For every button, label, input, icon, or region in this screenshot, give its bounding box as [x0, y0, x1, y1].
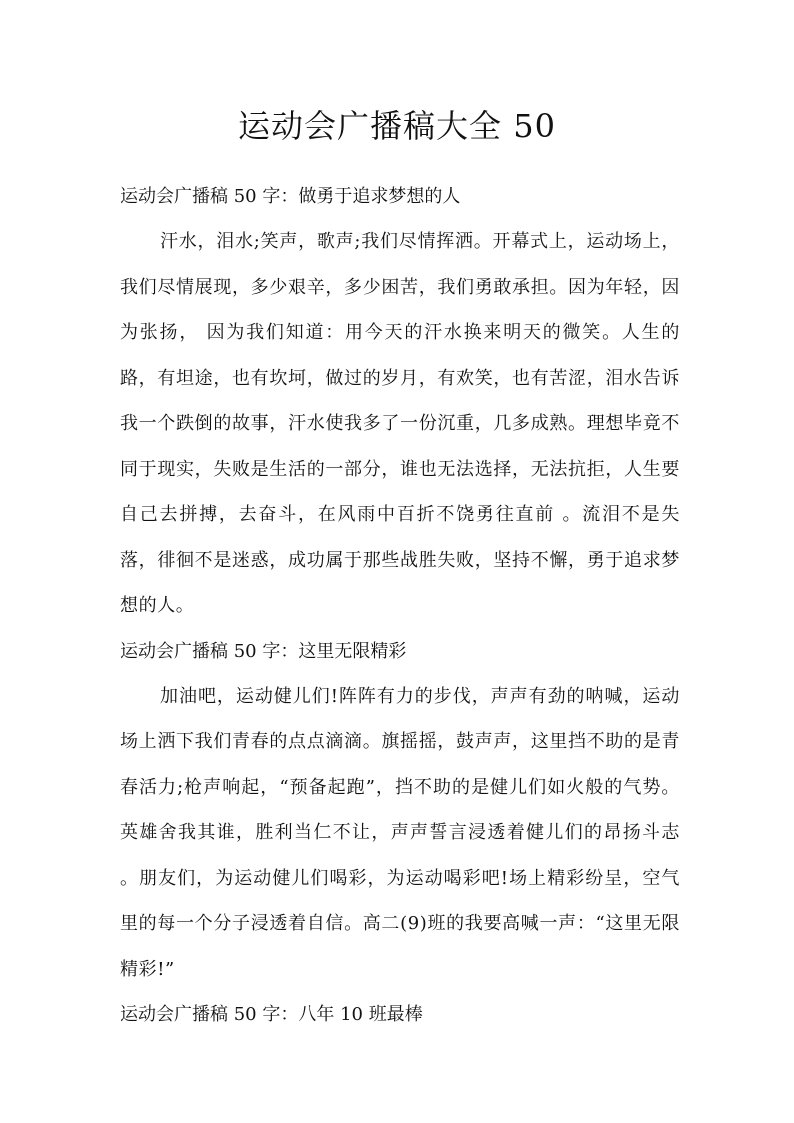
section-heading-1: 运动会广播稿 50 字：做勇于追求梦想的人: [120, 186, 461, 207]
document-title: 运动会广播稿大全 50: [238, 107, 556, 145]
document-content: [120, 174, 680, 1037]
section-heading-2: 运动会广播稿 50 字：这里无限精彩: [120, 640, 407, 662]
section-body-1: 汗水，泪水;笑声，歌声;我们尽情挥洒。开幕式上，运动场上，我们尽情展现，多少艰辛，多少困苦，我们勇敢承担。因为年轻，因为张扬， 因为我们知道：用今天的汗水换来明天的微笑。人生的路，有坦途，也有坎坷，做过的岁月，有欢笑，也有苦涩，泪水告诉我一个跌倒的故事，汗水使我多了一份沉重，几多成熟。理想毕竟不同于现实，失败是生活的一部分，谁也无法选择，无法抗拒，人生要自己去拼搏，去奋斗，在风雨中百折不饶勇往直前 。流泪不是失落，徘徊不是迷惑，成功属于那些战胜失败，坚持不懈，勇于追求梦想的人。: [120, 231, 680, 616]
section-heading-3: 运动会广播稿 50 字：八年 10 班最棒: [120, 1004, 423, 1025]
section-body-2: 加油吧，运动健儿们!阵阵有力的步伐，声声有劲的呐喊，运动场上洒下我们青春的点点滴滴。旗摇摇，鼓声声，这里挡不助的是青春活力;枪声响起，“预备起跑”，挡不助的是健儿们如火般的气势。英雄舍我其谁，胜利当仁不让，声声誓言浸透着健儿们的昂扬斗志 。朋友们，为运动健儿们喝彩，为运动喝彩吧!场上精彩纷呈，空气里的每一个分子浸透着自信。高二(9)班的我要高喊一声：“这里无限精彩!”: [120, 685, 680, 980]
